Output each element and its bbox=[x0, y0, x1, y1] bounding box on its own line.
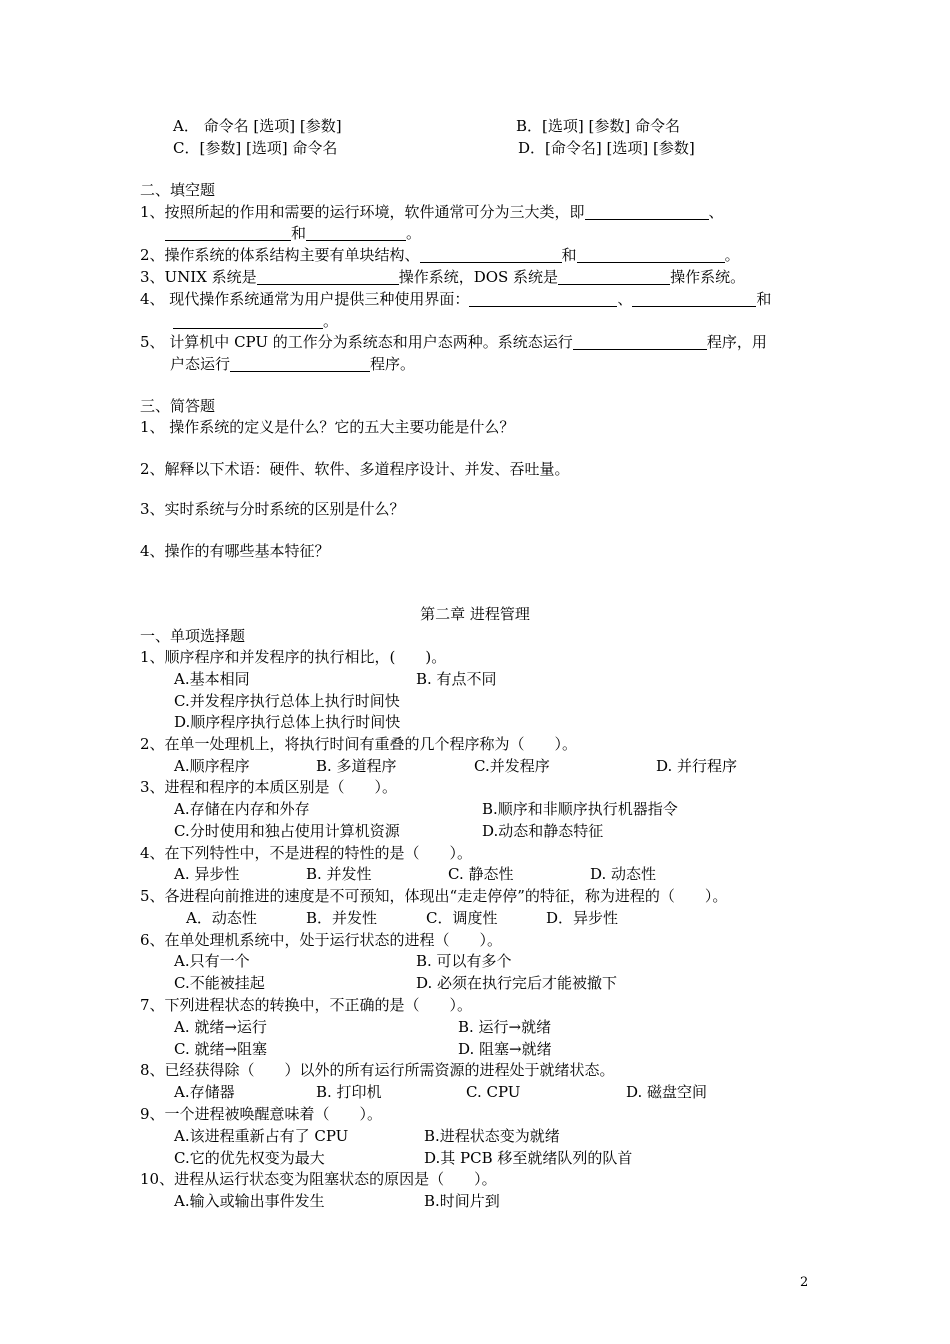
q4-option-d: D. 动态性 bbox=[590, 865, 657, 883]
fill-q1: 1、按照所起的作用和需要的运行环境，软件通常可分为三大类，即 、 bbox=[140, 203, 724, 221]
q6-option-b: B. 可以有多个 bbox=[416, 952, 512, 970]
option-b: B．[选项] [参数] 命令名 bbox=[516, 117, 680, 135]
answer-blank[interactable] bbox=[165, 224, 291, 241]
fill-q4-line2: 。 bbox=[173, 311, 338, 331]
q7-option-c: C. 就绪→阻塞 bbox=[174, 1040, 268, 1058]
q4-option-b: B. 并发性 bbox=[306, 865, 372, 883]
answer-blank[interactable] bbox=[420, 246, 562, 263]
q8-option-d: D. 磁盘空间 bbox=[626, 1083, 708, 1101]
q10-option-a: A.输入或输出事件发生 bbox=[174, 1192, 325, 1210]
q9-stem: 9、一个进程被唤醒意味着（ ）。 bbox=[140, 1105, 383, 1123]
q9-option-c: C.它的优先权变为最大 bbox=[174, 1149, 325, 1167]
q1-option-d: D.顺序程序执行总体上执行时间快 bbox=[174, 713, 401, 731]
q8-option-a: A.存储器 bbox=[174, 1083, 235, 1101]
q1-option-b: B. 有点不同 bbox=[416, 670, 497, 688]
answer-blank[interactable] bbox=[173, 312, 323, 329]
q6-option-c: C.不能被挂起 bbox=[174, 974, 265, 992]
q2-stem: 2、在单一处理机上，将执行时间有重叠的几个程序称为（ ）。 bbox=[140, 735, 578, 753]
q3-option-d: D.动态和静态特征 bbox=[482, 822, 604, 840]
q1-option-c: C.并发程序执行总体上执行时间快 bbox=[174, 692, 400, 710]
short-heading: 三、简答题 bbox=[140, 397, 216, 415]
q3-option-c: C.分时使用和独占使用计算机资源 bbox=[174, 822, 400, 840]
q6-option-a: A.只有一个 bbox=[174, 952, 250, 970]
q2-option-c: C.并发程序 bbox=[474, 757, 550, 775]
fill-q5: 5、 计算机中 CPU 的工作分为系统态和用户态两种。系统态运行 程序，用 bbox=[140, 333, 767, 351]
short-q3: 3、实时系统与分时系统的区别是什么？ bbox=[140, 500, 405, 518]
answer-blank[interactable] bbox=[577, 246, 725, 263]
q2-option-d: D. 并行程序 bbox=[656, 757, 738, 775]
q5-stem: 5、各进程向前推进的速度是不可预知，体现出“走走停停”的特征，称为进程的（ ）。 bbox=[140, 887, 728, 905]
q7-option-b: B. 运行→就绪 bbox=[458, 1018, 552, 1036]
short-q1: 1、 操作系统的定义是什么？它的五大主要功能是什么？ bbox=[140, 418, 515, 436]
q9-option-d: D.其 PCB 移至就绪队列的队首 bbox=[424, 1149, 633, 1167]
choice-heading: 一、单项选择题 bbox=[140, 627, 246, 645]
q10-stem: 10、进程从运行状态变为阻塞状态的原因是（ ）。 bbox=[140, 1170, 497, 1188]
q8-option-b: B. 打印机 bbox=[316, 1083, 382, 1101]
q7-stem: 7、下列进程状态的转换中，不正确的是（ ）。 bbox=[140, 996, 473, 1014]
q1-stem: 1、顺序程序和并发程序的执行相比，( )。 bbox=[140, 648, 447, 666]
q9-option-a: A.该进程重新占有了 CPU bbox=[174, 1127, 349, 1145]
answer-blank[interactable] bbox=[585, 203, 709, 220]
q9-option-b: B.进程状态变为就绪 bbox=[424, 1127, 560, 1145]
q7-option-d: D. 阻塞→就绪 bbox=[458, 1040, 552, 1058]
q2-option-a: A.顺序程序 bbox=[174, 757, 250, 775]
fill-q2: 2、操作系统的体系结构主要有单块结构、 和 。 bbox=[140, 246, 740, 264]
short-q2: 2、解释以下术语：硬件、软件、多道程序设计、并发、吞吐量。 bbox=[140, 460, 570, 478]
q5-option-d: D．异步性 bbox=[546, 909, 619, 927]
answer-blank[interactable] bbox=[306, 224, 406, 241]
fill-q4: 4、 现代操作系统通常为用户提供三种使用界面： 、 和 bbox=[140, 290, 772, 308]
fill-q5-line2: 户态运行 程序。 bbox=[170, 355, 416, 373]
q4-option-c: C. 静态性 bbox=[448, 865, 514, 883]
q1-option-a: A.基本相同 bbox=[174, 670, 250, 688]
q8-stem: 8、已经获得除（ ）以外的所有运行所需资源的进程处于就绪状态。 bbox=[140, 1061, 615, 1079]
page-number: 2 bbox=[800, 1275, 809, 1290]
q3-stem: 3、进程和程序的本质区别是（ ）。 bbox=[140, 778, 398, 796]
q7-option-a: A. 就绪→运行 bbox=[174, 1018, 267, 1036]
q10-option-b: B.时间片到 bbox=[424, 1192, 500, 1210]
q5-option-b: B．并发性 bbox=[306, 909, 378, 927]
q6-stem: 6、在单处理机系统中，处于运行状态的进程（ ）。 bbox=[140, 931, 503, 949]
q6-option-d: D. 必须在执行完后才能被撤下 bbox=[416, 974, 618, 992]
q5-option-c: C．调度性 bbox=[426, 909, 498, 927]
answer-blank[interactable] bbox=[257, 268, 399, 285]
q3-option-a: A.存储在内存和外存 bbox=[174, 800, 310, 818]
fill-q1-line2: 和 。 bbox=[165, 223, 421, 243]
q4-stem: 4、在下列特性中，不是进程的特性的是（ ）。 bbox=[140, 844, 473, 862]
option-a: A． 命令名 [选项] [参数] bbox=[173, 117, 342, 135]
answer-blank[interactable] bbox=[573, 333, 707, 350]
answer-blank[interactable] bbox=[469, 290, 617, 307]
q2-option-b: B. 多道程序 bbox=[316, 757, 397, 775]
answer-blank[interactable] bbox=[558, 268, 670, 285]
answer-blank[interactable] bbox=[632, 290, 756, 307]
q8-option-c: C. CPU bbox=[466, 1083, 521, 1101]
q3-option-b: B.顺序和非顺序执行机器指令 bbox=[482, 800, 678, 818]
option-c: C．[参数] [选项] 命令名 bbox=[173, 139, 338, 157]
option-d: D．[命令名] [选项] [参数] bbox=[518, 139, 695, 157]
short-q4: 4、操作的有哪些基本特征？ bbox=[140, 542, 330, 560]
answer-blank[interactable] bbox=[230, 355, 370, 372]
chapter-title: 第二章 进程管理 bbox=[420, 605, 530, 623]
fill-q3: 3、UNIX 系统是 操作系统，DOS 系统是 操作系统。 bbox=[140, 268, 746, 286]
fill-heading: 二、填空题 bbox=[140, 181, 216, 199]
q5-option-a: A．动态性 bbox=[186, 909, 257, 927]
q4-option-a: A. 异步性 bbox=[174, 865, 240, 883]
